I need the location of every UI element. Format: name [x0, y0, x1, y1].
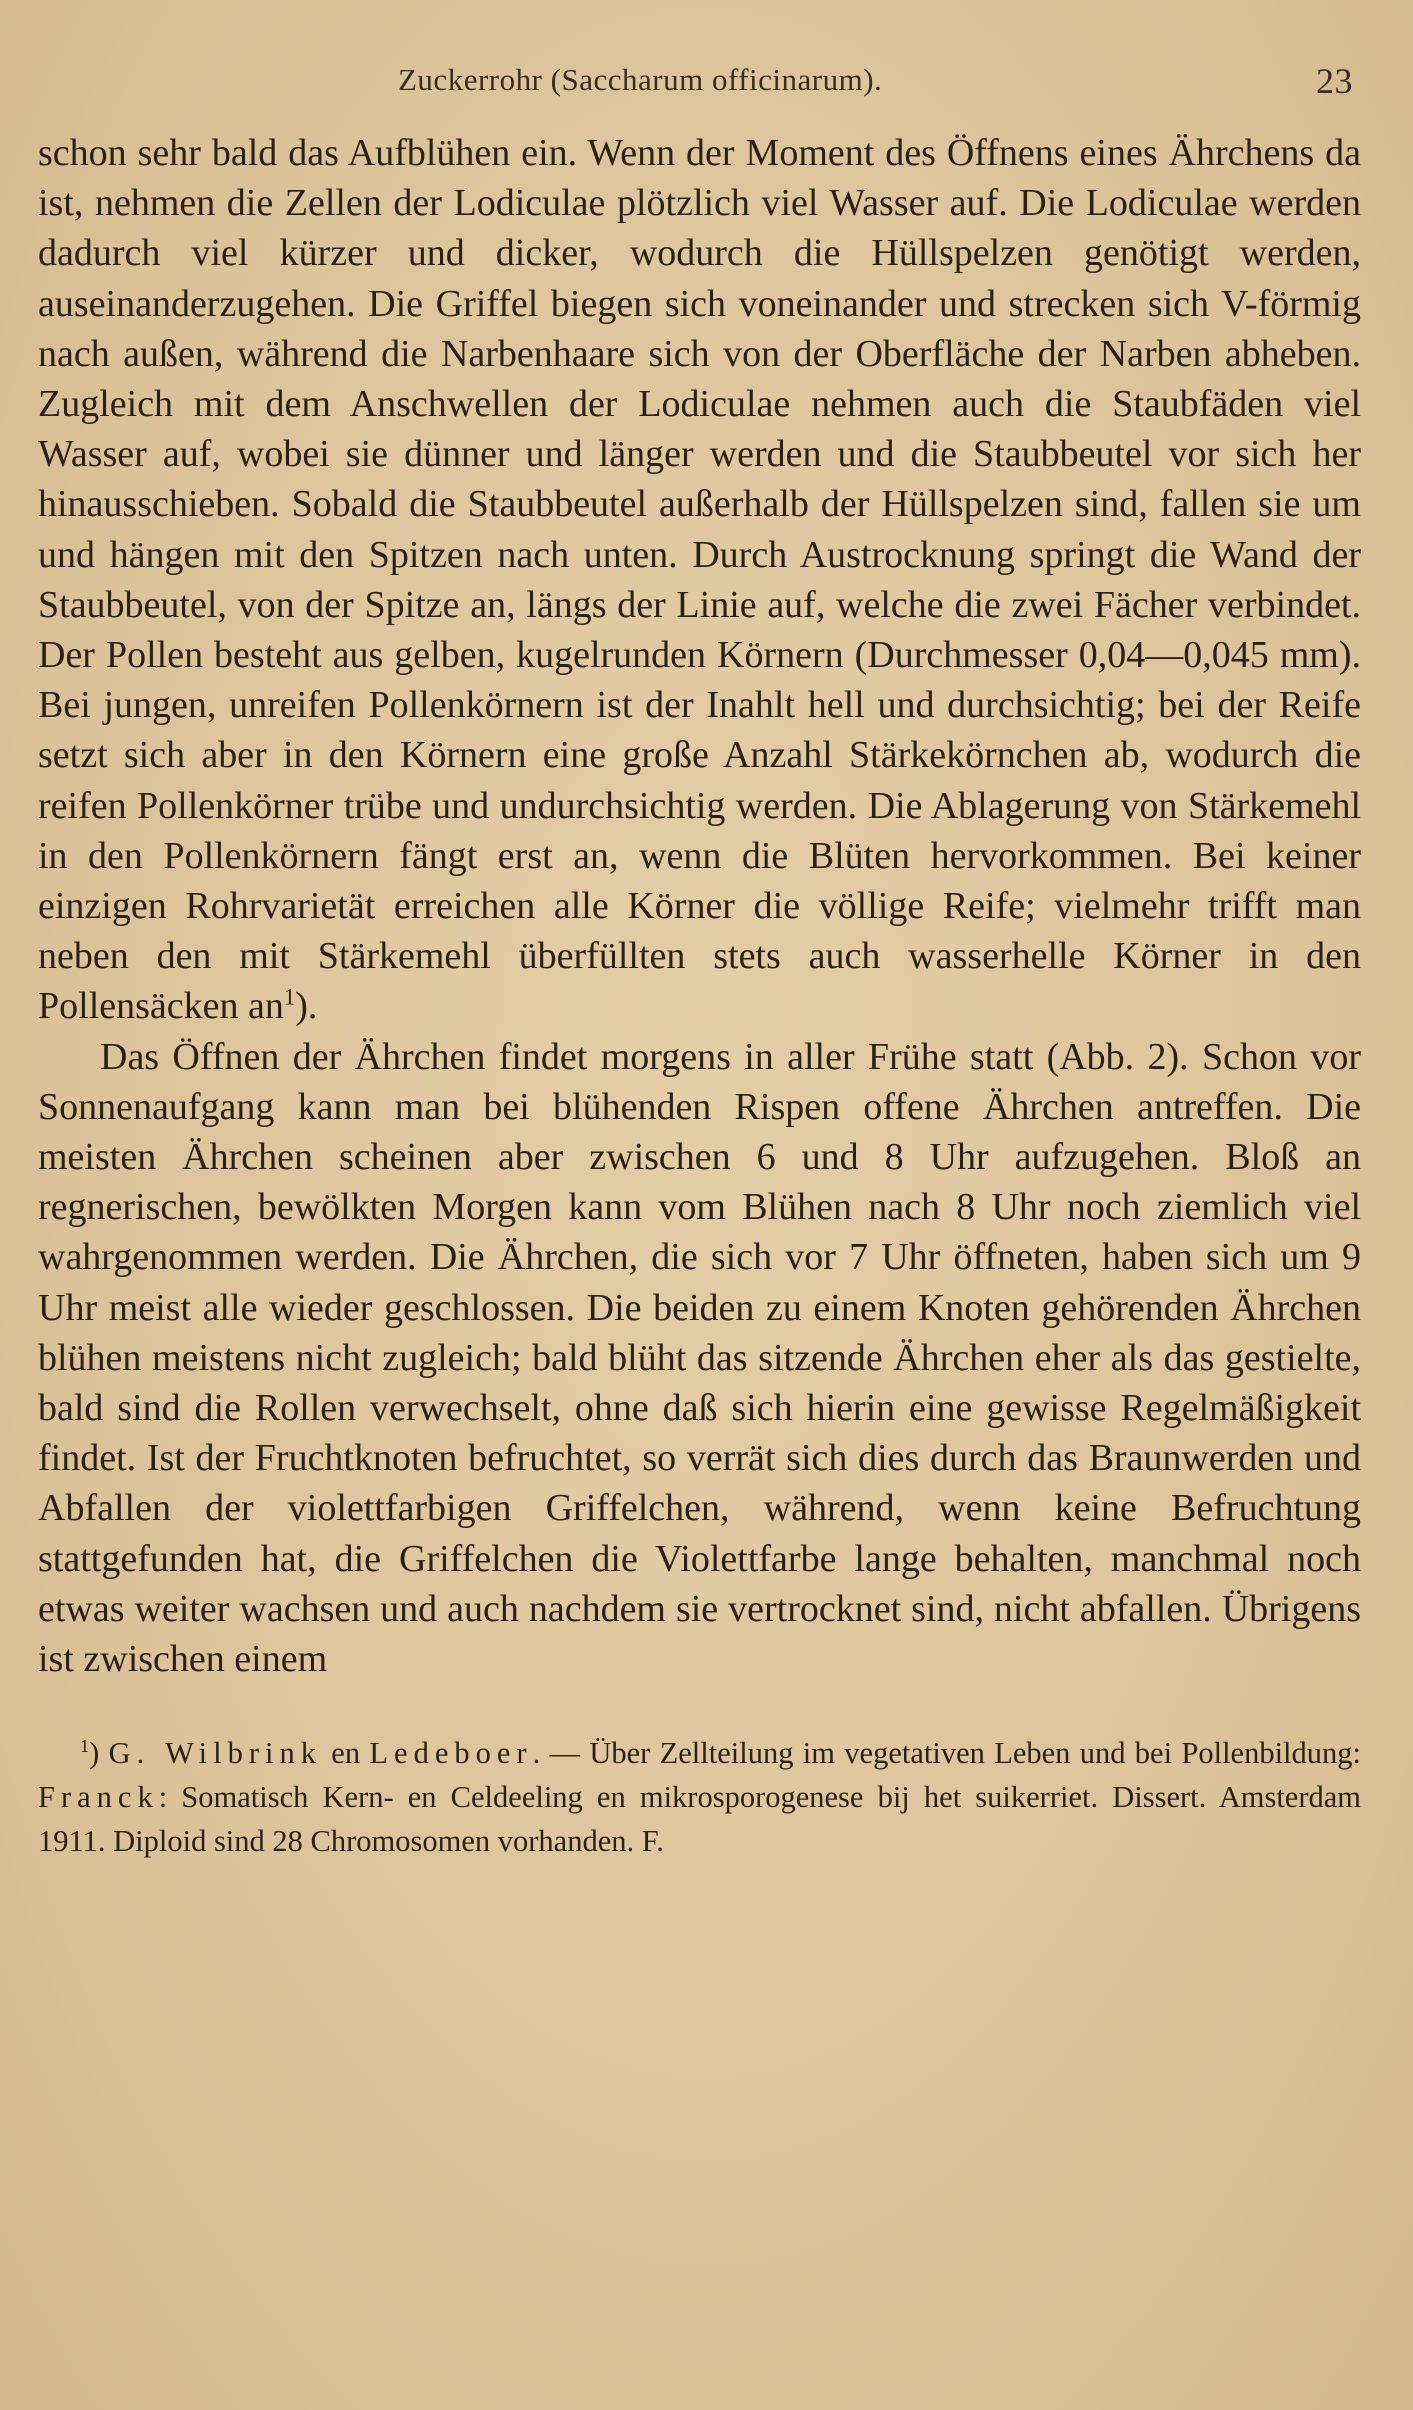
footnote-author-3: Franck — [38, 1780, 159, 1815]
footnote-joiner: en — [321, 1736, 370, 1771]
footnote-text-1: . — Über Zellteilung im vegetativen Leben und bei Pollenbildung: — [532, 1736, 1361, 1771]
paragraph-2 — [38, 1032, 1361, 1685]
body-text — [38, 128, 1361, 1684]
footnote-author-2: Ledeboer — [369, 1736, 533, 1771]
footnote-mark-suffix: ) — [89, 1736, 100, 1771]
footnote-author-1: G. Wilbrink — [108, 1736, 322, 1771]
paragraph-1-text: schon sehr bald das Aufblühen ein. Wenn der Moment des Öffnens eines Ährchens da ist, nehmen die Zellen der Lodiculae plötzlich viel Wasser auf. Die Lodiculae werden dadurch viel kürzer und dicker, wodurch die Hüllspelzen genötigt werden, auseinanderzugehen. Die Griffel biegen sich voneinander und strecken sich V-förmig nach außen, während die Narbenhaare sich von der Oberfläche der Narben abheben. Zugleich mit dem Anschwellen der Lodiculae nehmen auch die Staubfäden viel Wasser auf, wobei sie dünner und länger werden und die Staubbeutel vor sich her hinausschieben. Sobald die Staubbeutel außerhalb der Hüllspelzen sind, fallen sie um und hängen mit den Spitzen nach unten. Durch Austrocknung springt die Wand der Staubbeutel, von der Spitze an, längs der Linie auf, welche die zwei Fächer verbindet. Der Pollen besteht aus gelben, kugelrunden Körnern (Durchmesser 0,04—0,045 mm). Bei jungen, unreifen Pollenkörnern ist der Inahlt hell und durchsichtig; bei der Reife setzt sich aber in den Körnern eine große Anzahl Stärkekörnchen ab, wodurch die reifen Pollenkörner trübe und undurchsichtig werden. Die Ablagerung von Stärkemehl in den Pollenkörnern fängt erst an, wenn die Blüten hervorkommen. Bei keiner einzigen Rohrvarietät erreichen alle Körner die völlige Reife; vielmehr trifft man neben den mit Stärkemehl überfüllten stets auch wasserhelle Körner in den Pollensäcken an — [38, 132, 1361, 1028]
paragraph-1 — [38, 128, 1361, 1032]
running-title: Zuckerrohr (Saccharum officinarum). — [398, 62, 883, 97]
page — [38, 60, 1361, 1863]
running-header — [38, 60, 1361, 120]
paragraph-2-text: Das Öffnen der Ährchen findet morgens in aller Frühe statt (Abb. 2). Schon vor Sonnenaufgang kann man bei blühenden Rispen offene Ährchen antreffen. Die meisten Ährchen scheinen aber zwischen 6 und 8 Uhr aufzugehen. Bloß an regnerischen, bewölkten Morgen kann vom Blühen nach 8 Uhr noch ziemlich viel wahrgenommen werden. Die Ährchen, die sich vor 7 Uhr öffneten, haben sich um 9 Uhr meist alle wieder geschlossen. Die beiden zu einem Knoten gehörenden Ährchen blühen meistens nicht zugleich; bald blüht das sitzende Ährchen eher als das gestielte, bald sind die Rollen verwechselt, ohne daß sich hierin eine gewisse Regelmäßigkeit findet. Ist der Fruchtknoten befruchtet, so verrät sich dies durch das Braunwerden und Abfallen der violettfarbigen Griffelchen, während, wenn keine Befruchtung stattgefunden hat, die Griffelchen die Violettfarbe lange behalten, manchmal noch etwas weiter wachsen und auch nachdem sie vertrocknet sind, nicht abfallen. Übrigens ist zwischen einem — [38, 1035, 1361, 1681]
footnote-divider — [38, 1706, 1361, 1707]
page-number: 23 — [1316, 61, 1353, 101]
footnote-mark: 1 — [80, 1736, 90, 1757]
footnote-text-2: : Somatisch Kern- en Celdeeling en mikrosporogenese bij het suikerriet. Dissert. Amsterdam 1911. Diploid sind 28 Chromosomen vorhanden. F. — [38, 1780, 1361, 1859]
paragraph-1-ending: ). — [295, 985, 318, 1028]
footnote-reference[interactable]: 1 — [283, 984, 296, 1010]
footnote — [38, 1731, 1361, 1863]
